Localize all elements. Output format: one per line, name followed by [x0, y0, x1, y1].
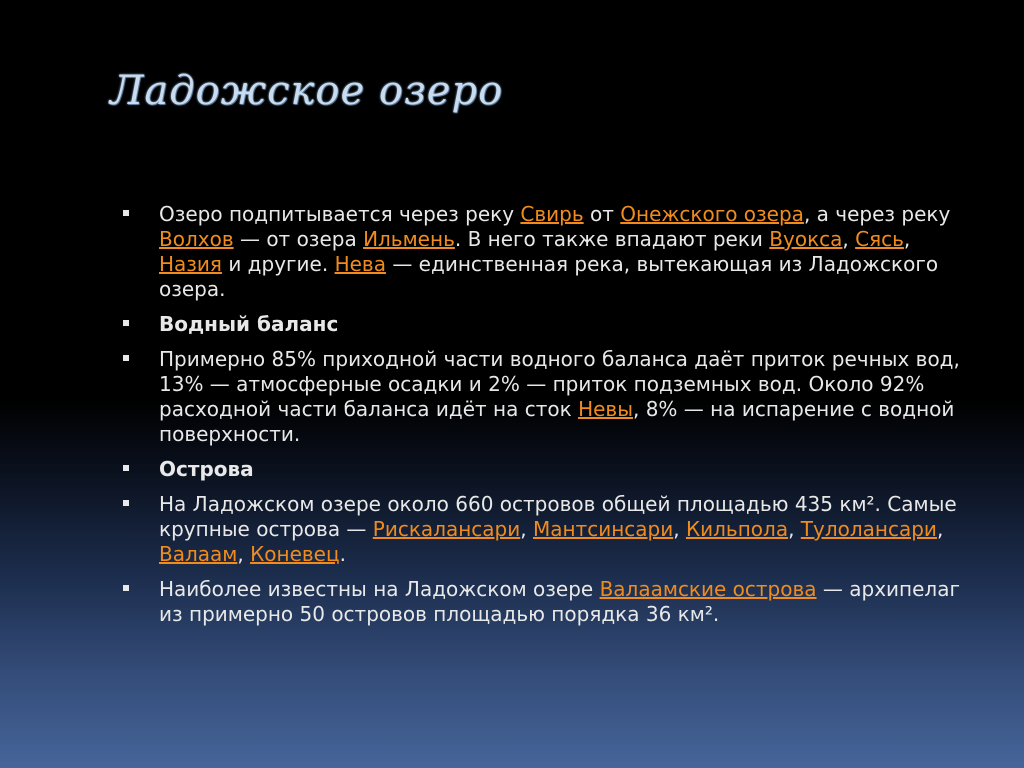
bullet-item: [122, 492, 962, 567]
link[interactable]: Сясь: [855, 227, 904, 251]
text-segment: ,: [520, 517, 533, 541]
text-segment: Примерно 85% приходной части водного баланса даёт приток речных вод, 13% — атмосферные осадки и 2% — приток подземных вод. Около 92% расходной части баланса идёт на сток: [159, 347, 960, 421]
link[interactable]: Свирь: [520, 202, 584, 226]
bullet-square-icon: [123, 210, 129, 216]
bullet-item: [122, 202, 962, 302]
link[interactable]: Нева: [334, 252, 386, 276]
text-segment: ,: [237, 542, 251, 566]
text-segment: Водный баланс: [159, 312, 339, 336]
slide-content: [122, 202, 962, 637]
link[interactable]: Валаамские острова: [599, 577, 817, 601]
link[interactable]: Назия: [159, 252, 222, 276]
bullet-square-icon: [123, 500, 129, 506]
text-segment: Наиболее известны на Ладожском озере: [159, 577, 600, 601]
text-segment: На Ладожском озере около 660 островов общей площадью 435 км². Самые крупные острова —: [159, 492, 957, 541]
text-segment: , а через реку: [803, 202, 951, 226]
text-segment: .: [339, 542, 346, 566]
text-segment: Острова: [159, 457, 254, 481]
bullet-item: [122, 577, 962, 627]
text-segment: Озеро подпитывается через реку: [159, 202, 521, 226]
text-segment: ,: [842, 227, 856, 251]
section-heading: [122, 457, 962, 482]
text-segment: ,: [903, 227, 911, 251]
link[interactable]: Невы: [578, 397, 633, 421]
link[interactable]: Онежского озера: [620, 202, 804, 226]
link[interactable]: Тулолансари: [800, 517, 937, 541]
link[interactable]: Волхов: [159, 227, 234, 251]
text-segment: . В него также впадают реки: [454, 227, 770, 251]
link[interactable]: Валаам: [159, 542, 238, 566]
slide-title: Ладожское озеро: [110, 68, 504, 114]
text-segment: — единственная река, вытекающая из Ладожского озера.: [159, 252, 939, 301]
link[interactable]: Ильмень: [363, 227, 455, 251]
bullet-item: [122, 347, 962, 447]
text-segment: от: [583, 202, 621, 226]
bullet-square-icon: [123, 355, 129, 361]
text-segment: — от озера: [233, 227, 364, 251]
bullet-square-icon: [123, 465, 129, 471]
bullet-square-icon: [123, 585, 129, 591]
text-segment: ,: [788, 517, 801, 541]
text-segment: ,: [936, 517, 944, 541]
section-heading: [122, 312, 962, 337]
link[interactable]: Вуокса: [769, 227, 843, 251]
text-segment: — архипелаг из примерно 50 островов площадью порядка 36 км².: [159, 577, 960, 626]
bullet-square-icon: [123, 320, 129, 326]
text-segment: , 8% — на испарение с водной поверхности.: [159, 397, 955, 446]
link[interactable]: Рискалансари: [372, 517, 521, 541]
link[interactable]: Коневец: [250, 542, 340, 566]
link[interactable]: Кильпола: [685, 517, 789, 541]
link[interactable]: Мантсинсари: [532, 517, 674, 541]
text-segment: и другие.: [221, 252, 335, 276]
text-segment: ,: [673, 517, 686, 541]
